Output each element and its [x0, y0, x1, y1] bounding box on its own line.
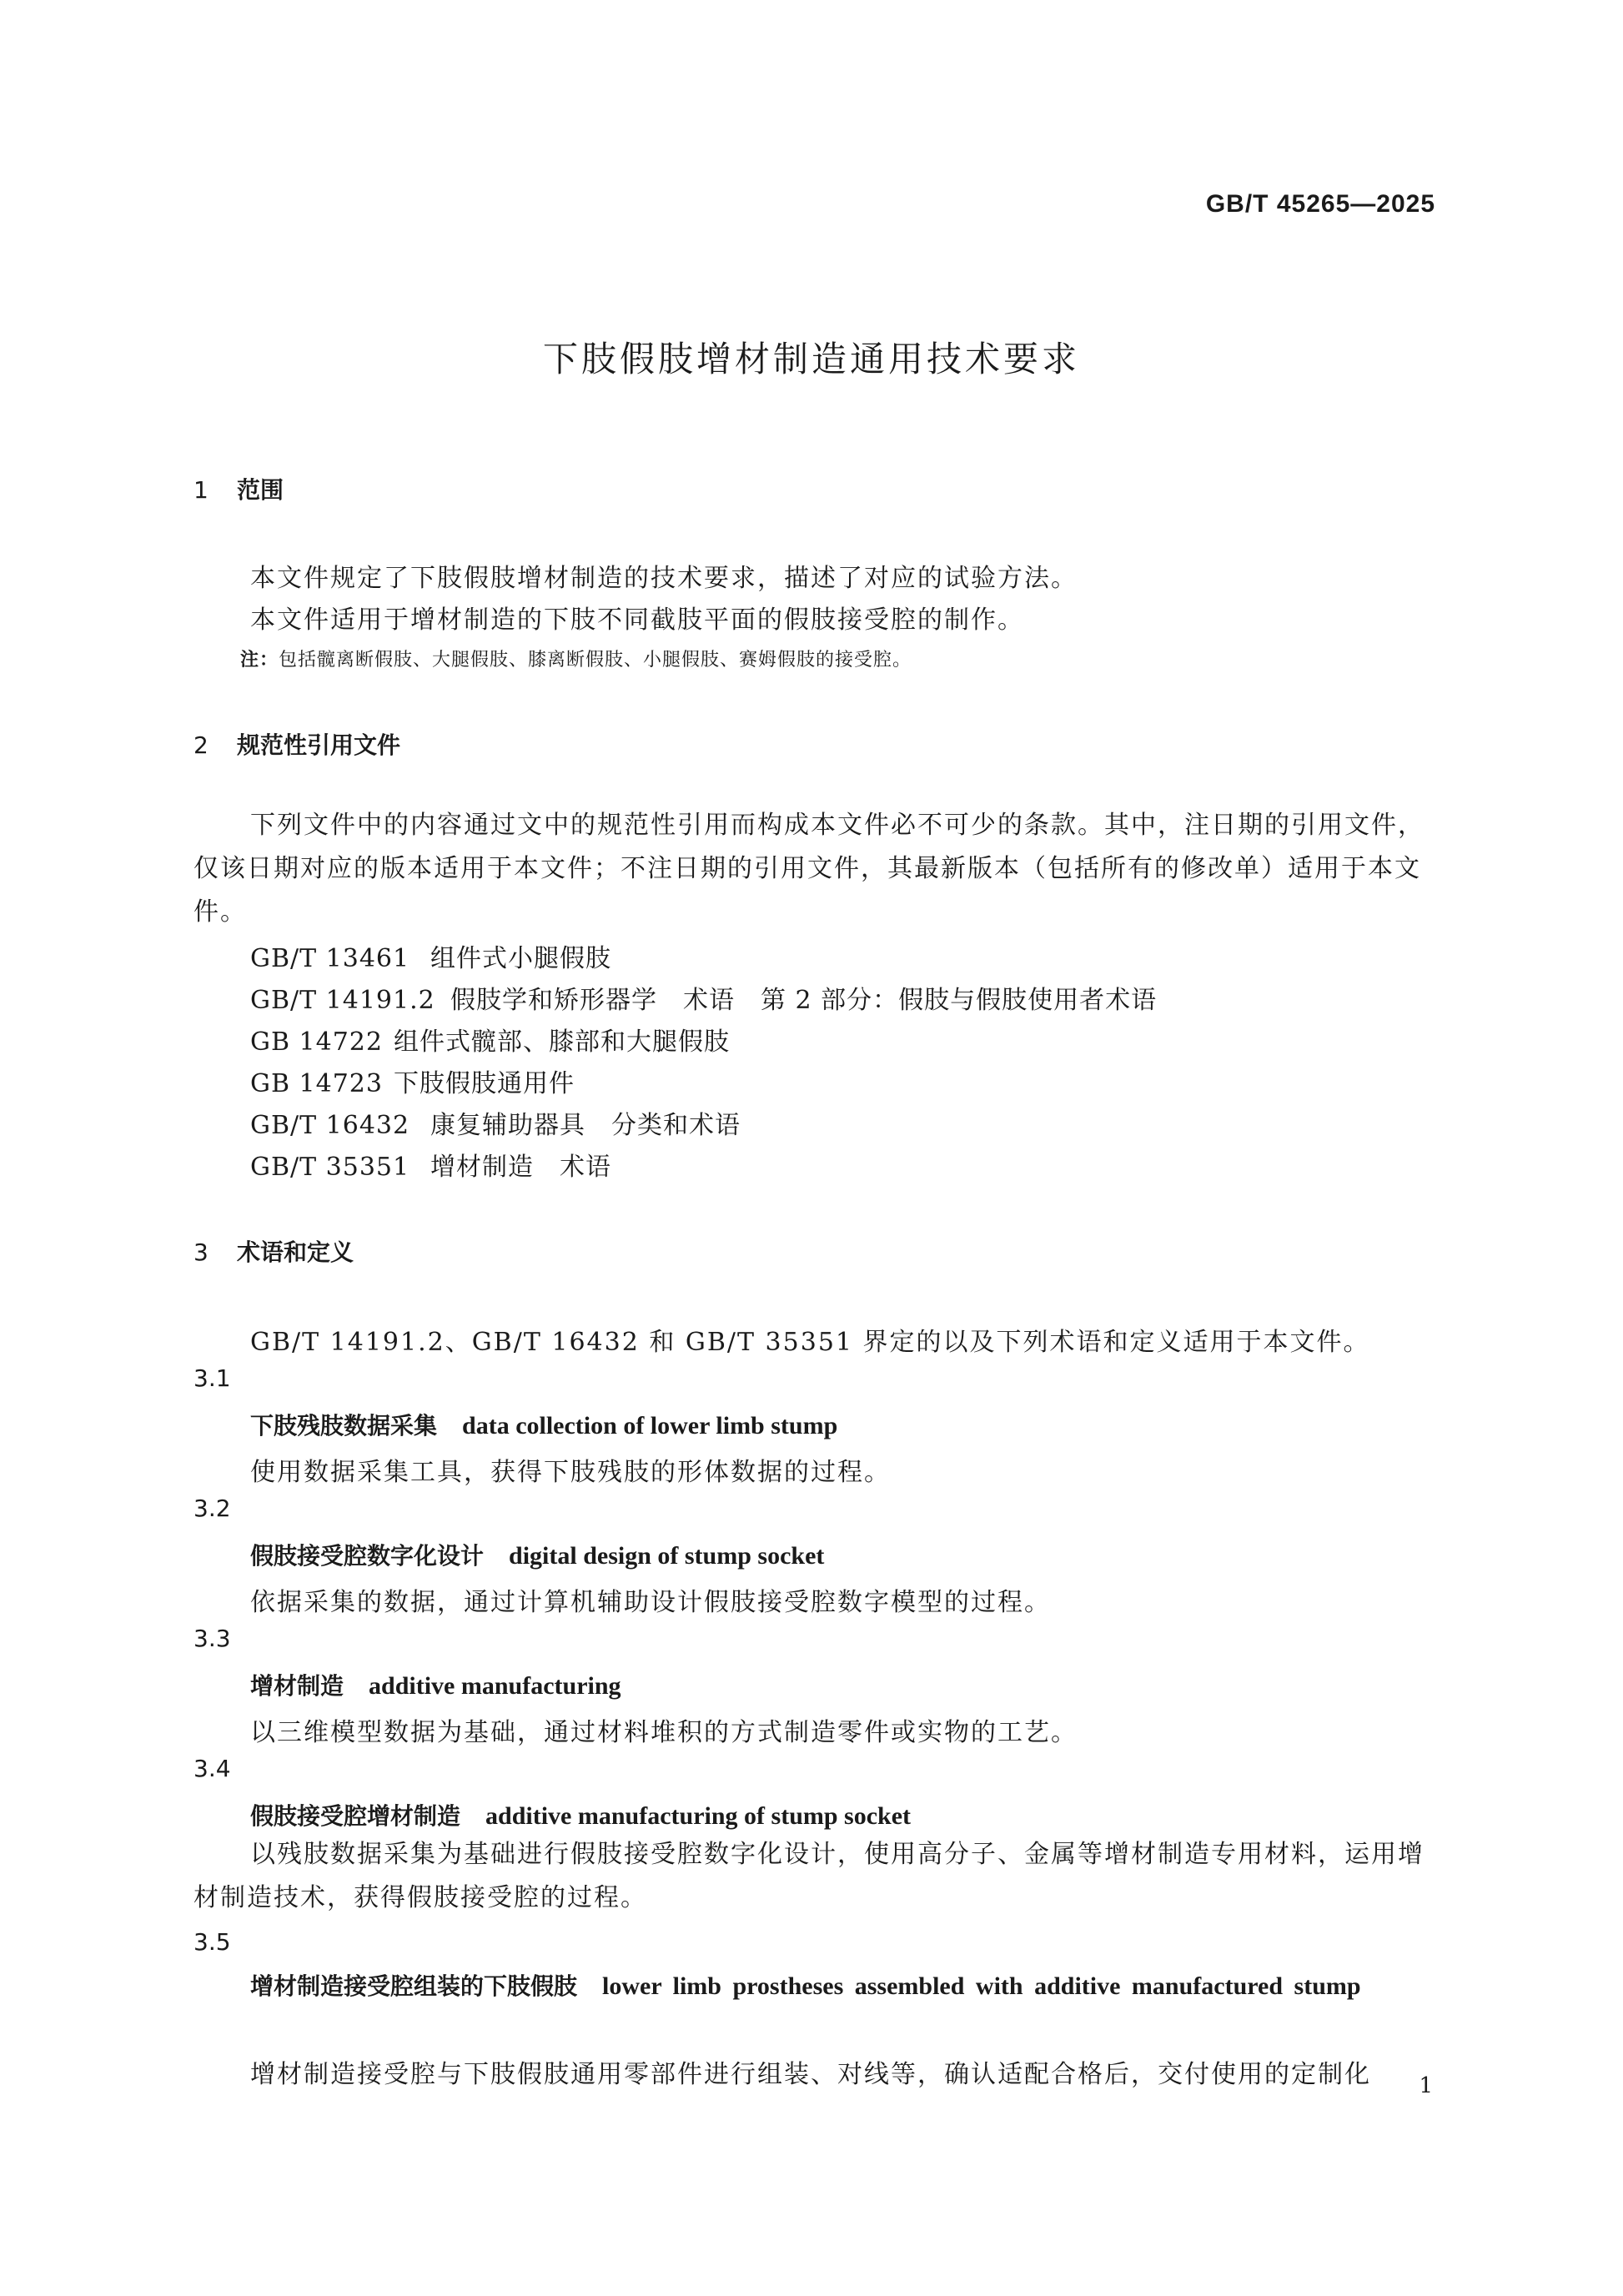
term-en: lower limb prostheses assembled with additive manufactured stump [602, 1972, 1361, 2000]
note-text: 包括髋离断假肢、大腿假肢、膝离断假肢、小腿假肢、赛姆假肢的接受腔。 [279, 650, 912, 671]
document-title: 下肢假肢增材制造通用技术要求 [542, 339, 1080, 379]
term-number: 3.5 [193, 1928, 231, 1956]
reference-title: 康复辅助器具 分类和术语 [430, 1111, 741, 1140]
term-number: 3.3 [193, 1625, 231, 1652]
reference-item [250, 1021, 730, 1058]
section-heading-scope [193, 472, 284, 505]
paragraph: 下列文件中的内容通过文中的规范性引用而构成本文件必不可少的条款。其中，注日期的引用文件，仅该日期对应的版本适用于本文件；不注日期的引用文件，其最新版本（包括所有的修改单）适用于本文件。 [193, 811, 1425, 927]
term-definition: 依据采集的数据，通过计算机辅助设计假肢接受腔数字模型的过程。 [250, 1588, 1051, 1617]
term-heading [250, 1538, 824, 1571]
reference-title: 组件式髋部、膝部和大腿假肢 [394, 1027, 730, 1057]
reference-code: GB/T 35351 [250, 1153, 410, 1182]
term-number: 3.1 [193, 1364, 231, 1392]
section-number: 2 [193, 731, 209, 759]
term-definition: 增材制造接受腔与下肢假肢通用零部件进行组装、对线等，确认适配合格后，交付使用的定制化 [250, 2060, 1371, 2089]
reference-title: 增材制造 术语 [430, 1153, 611, 1182]
term-en: additive manufacturing [369, 1672, 621, 1700]
reference-code: GB 14723 [250, 1069, 383, 1098]
paragraph: 本文件适用于增材制造的下肢不同截肢平面的假肢接受腔的制作。 [250, 605, 1024, 635]
reference-item [250, 979, 1157, 1016]
page-number: 1 [1419, 2073, 1433, 2098]
term-heading [193, 1965, 1446, 2008]
term-zh: 增材制造 [250, 1672, 344, 1700]
term-en: additive manufacturing of stump socket [485, 1802, 912, 1830]
reference-code: GB 14722 [250, 1027, 383, 1057]
reference-item [250, 1104, 741, 1141]
term-number: 3.4 [193, 1755, 231, 1782]
term-zh: 下肢残肢数据采集 [250, 1412, 438, 1439]
section-title: 规范性引用文件 [237, 731, 401, 759]
paragraph: GB/T 14191.2、GB/T 16432 和 GB/T 35351 界定的以及下列术语和定义适用于本文件。 [250, 1328, 1370, 1357]
term-heading [250, 1668, 621, 1701]
reference-title: 下肢假肢通用件 [394, 1069, 575, 1098]
term-definition: 以残肢数据采集为基础进行假肢接受腔数字化设计，使用高分子、金属等增材制造专用材料，运用增材制造技术，获得假肢接受腔的过程。 [193, 1840, 1425, 1912]
paragraph: 本文件规定了下肢假肢增材制造的技术要求，描述了对应的试验方法。 [250, 564, 1078, 593]
reference-item [250, 1063, 575, 1099]
term-number: 3.2 [193, 1495, 231, 1522]
term-zh: 假肢接受腔增材制造 [250, 1802, 461, 1830]
section-number: 3 [193, 1238, 209, 1266]
section-title: 术语和定义 [237, 1238, 354, 1266]
term-zh: 假肢接受腔数字化设计 [250, 1542, 485, 1570]
term-en: data collection of lower limb stump [462, 1412, 838, 1439]
term-definition: 以三维模型数据为基础，通过材料堆积的方式制造零件或实物的工艺。 [250, 1718, 1078, 1747]
reference-code: GB/T 14191.2 [250, 986, 435, 1015]
term-zh: 增材制造接受腔组装的下肢假肢 [250, 1972, 578, 2000]
reference-item [250, 1146, 611, 1183]
section-number: 1 [193, 476, 209, 504]
term-heading [250, 1798, 911, 1831]
term-en: digital design of stump socket [509, 1542, 825, 1570]
reference-title: 假肢学和矫形器学 术语 第 2 部分：假肢与假肢使用者术语 [450, 986, 1158, 1015]
term-definition: 使用数据采集工具，获得下肢残肢的形体数据的过程。 [250, 1458, 891, 1487]
reference-code: GB/T 16432 [250, 1111, 410, 1140]
reference-title: 组件式小腿假肢 [430, 944, 611, 973]
reference-item [250, 937, 611, 974]
section-heading-normative-references [193, 727, 400, 761]
term-heading [250, 1408, 837, 1441]
reference-code: GB/T 13461 [250, 944, 410, 973]
standard-number: GB/T 45265—2025 [1205, 190, 1435, 218]
note-label: 注： [240, 650, 279, 671]
note [240, 646, 912, 671]
section-title: 范围 [237, 476, 284, 504]
section-heading-terms-and-definitions [193, 1234, 354, 1268]
